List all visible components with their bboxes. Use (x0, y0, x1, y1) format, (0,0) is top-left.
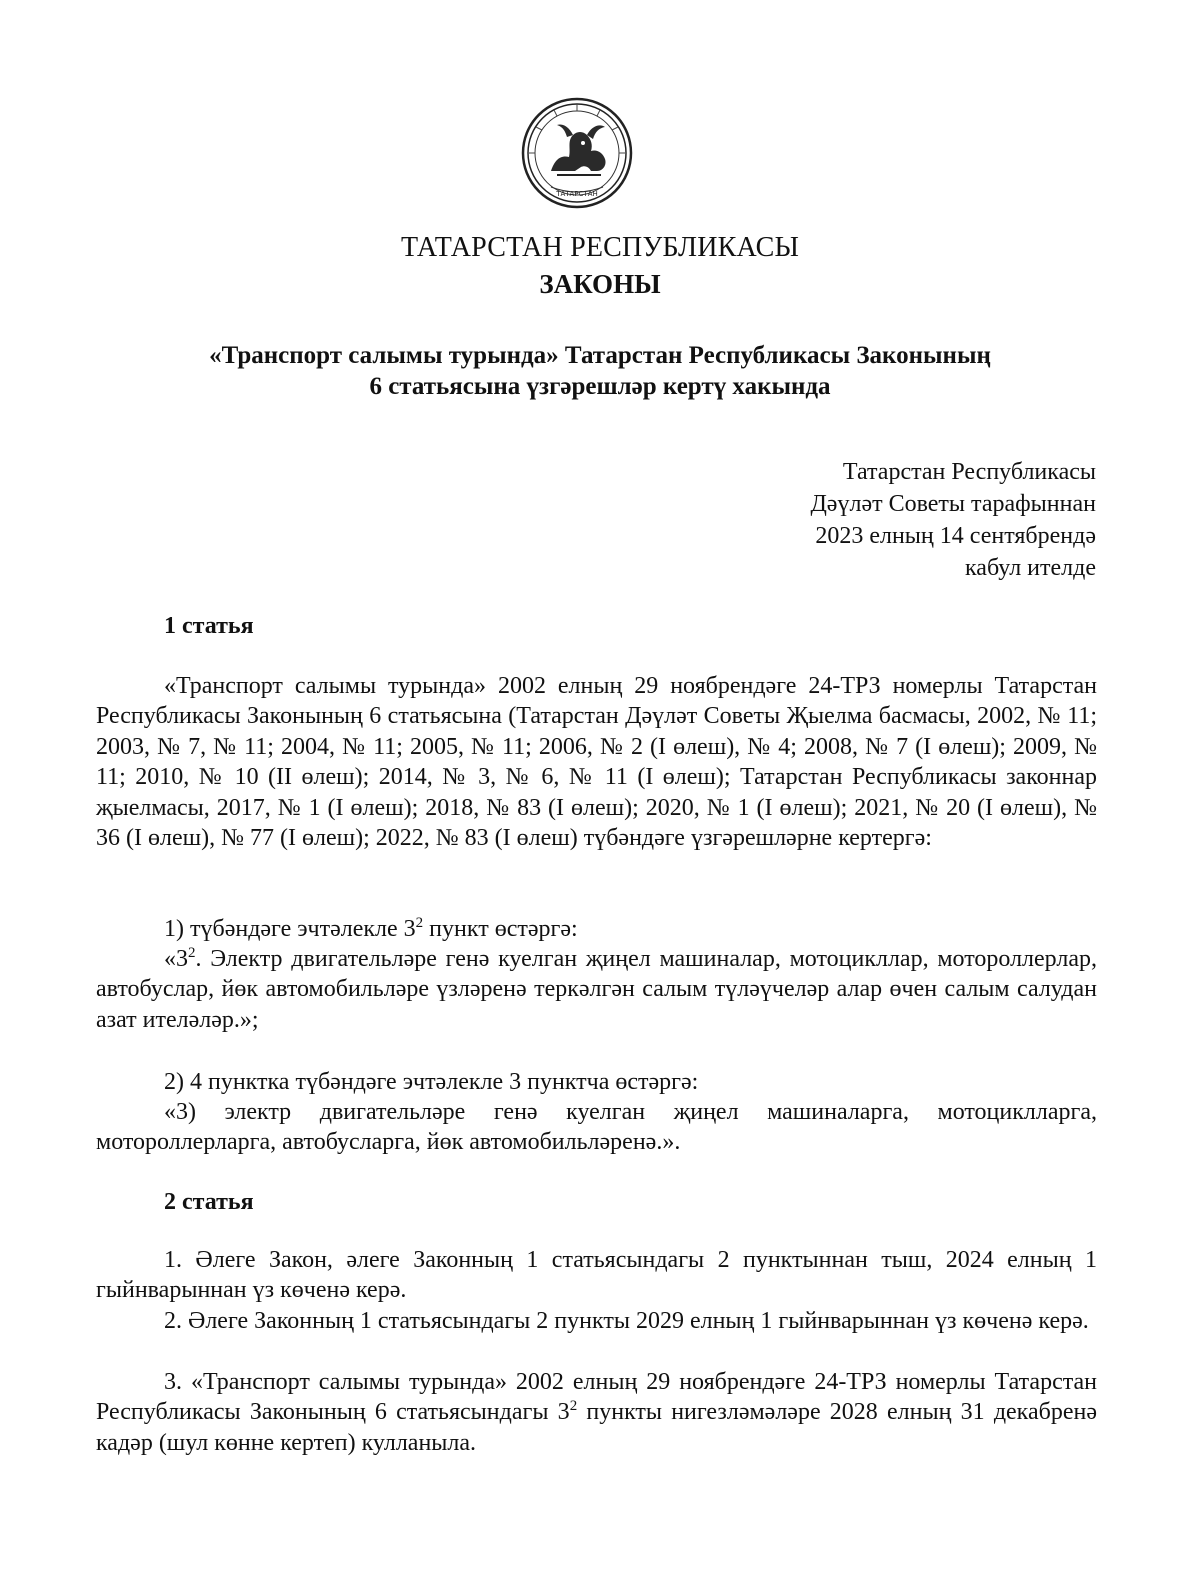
emblem-label: ТАТАРСТАН (556, 190, 598, 198)
item-1-superscript: 2 (415, 915, 424, 931)
adoption-note (810, 456, 1096, 584)
article-2-point-3 (96, 1367, 1097, 1458)
article-1-item-1-quote (96, 944, 1097, 1035)
adoption-line-2: Дәүләт Советы тарафыннан (810, 491, 1096, 517)
coat-of-arms-emblem (521, 97, 633, 209)
law-title-line-1: «Транспорт салымы турында» Татарстан Республикасы Законының (209, 342, 991, 369)
article-2-point-1: 1. Әлеге Закон, әлеге Законның 1 статьясындагы 2 пунктыннан тыш, 2024 елның 1 гыйнварыннан үз көченә керә. (96, 1247, 1097, 1304)
article-1-intro: «Транспорт салымы турында» 2002 елның 29 ноябрендәге 24-ТРЗ номерлы Татарстан Республикасы Законының 6 статьясына (Татарстан Дәүләт Советы Җыелма басмасы, 2002, № 11; 2003, № 7, № 11; 2004, № 11; 2005, № 11; 2006, № 2 (I өлеш), № 4; 2008, № 7 (I өлеш); 2009, № 11; 2010, № 10 (II өлеш); 2014, № 3, № 6, № 11 (I өлеш); Татарстан Республикасы законнар җыелмасы, 2017, № 1 (I өлеш); 2018, № 83 (I өлеш); 2020, № 1 (I өлеш); 2021, № 20 (I өлеш), № 36 (I өлеш), № 77 (I өлеш); 2022, № 83 (I өлеш) түбәндәге үзгәрешләрне кертергә: (96, 673, 1097, 852)
point-3-text-end: пункты нигезләмәләре 2028 елның 31 декабренә кадәр (шул көнне кертеп) кулланыла. (96, 1399, 1097, 1456)
article-1-item-2-quote: «3) электр двигательләре генә куелган җиңел машиналарга, мотоциклларга, мотороллерларга, автобусларга, йөк автомобильләренә.». (96, 1099, 1097, 1156)
point-3-text: 3. «Транспорт салымы турында» 2002 елның 29 ноябрендәге 24-ТРЗ номерлы Татарстан Республикасы Законының 6 статьясындагы 3 (96, 1369, 1097, 1426)
article-1-item-1 (96, 914, 1097, 944)
article-1-heading: 1 статья (164, 613, 254, 639)
article-2-heading: 2 статья (164, 1189, 254, 1215)
adoption-line-1: Татарстан Республикасы (842, 459, 1096, 485)
item-1-quote-text: . Электр двигательләре генә куелган җиңел машиналар, мотоцикллар, мотороллерлар, автобуслар, йөк автомобильләре үзләренә теркәлгән салым түләүчеләр алар өчен салым салудан азат ителәләр.»; (96, 946, 1097, 1033)
law-title (0, 340, 1200, 402)
item-1-text: 1) түбәндәге эчтәлекле 3 (164, 916, 416, 942)
article-1-item-2: 2) 4 пунктка түбәндәге эчтәлекле 3 пунктча өстәргә: (164, 1069, 699, 1095)
state-name: ТАТАРСТАН РЕСПУБЛИКАСЫ (400, 232, 800, 263)
adoption-line-4: кабул ителде (965, 555, 1096, 581)
law-title-line-2: 6 статьясына үзгәрешләр кертү хакында (369, 373, 831, 400)
article-2-point-2: 2. Әлеге Законның 1 статьясындагы 2 пункты 2029 елның 1 гыйнварыннан үз көченә керә. (164, 1308, 1089, 1334)
point-3-superscript: 2 (569, 1398, 578, 1415)
item-1-quote-start: «3 (164, 946, 188, 972)
item-1-quote-superscript: 2 (188, 945, 196, 961)
item-1-text-end: пункт өстәргә: (423, 916, 578, 942)
adoption-line-3: 2023 елның 14 сентябрендә (815, 523, 1096, 549)
law-heading: ЗАКОНЫ (539, 269, 661, 299)
